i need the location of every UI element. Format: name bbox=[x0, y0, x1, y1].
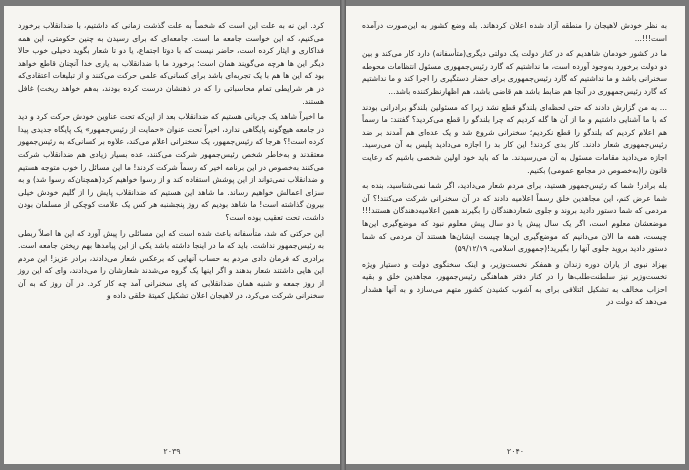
right-page bbox=[346, 6, 685, 464]
paragraph: کرد. این نه به علت این است که شخصاً به علت گذشت زمانی که داشتیم، با ضدانقلاب برخورد می‌کنیم، که این خواست جامعه ما است. جامعه‌ای که برای رسیدن به چنین حکومتی، این همه فداکاری و ایثار کرده است، حاضر نیست که با دوتا اجتماع، یا دو تا شعار بگوید دخیلی خوب حالا دیگر این ها هرچه می‌گویند همان است؛ برخورد ما با ضدانقلاب به یاری خدا آنچنان قاطع خواهد بود که این ها هم با یک تجربه‌ای باشد برای کسانی‌که علمی حرکت می‌کنند و از تبلیغات اعتقادی‌که در هر شرایطی تمام محاسباتی را که در ذهنشان درست کرده بودند، به‌هم خواهد ریخت) غافل هستند. bbox=[18, 21, 324, 106]
left-page bbox=[4, 6, 340, 464]
paragraph: ما اخیراً شاهد یک جریانی هستیم که ضدانقلاب بعد از این‌که تحت عناوین خودش حرکت کرد و دید در جامعه هیچ‌گونه پایگاهی ندارد، اخیراً تحت عنوان «حمایت از رئیس‌جمهور» یک پایگاه جدیدی پیدا کرده است!؟ هرجا که رئیس‌جمهور، یک سخنرانی اعلام می‌کند، علاوه بر کسانی‌که به رئیس‌جمهور معتقدند و به‌خاطر شخص رئیس‌جمهور شرکت می‌کنند، عده بسیار زیادی هم ضدانقلاب شرکت می‌کنند به‌خصوص در این برنامه اخیر که رسماً شرکت کردند! ما این مسائل را خوب متوجه هستیم و ضدانقلاب نمی‌تواند از این پوشش استفاده کند و از رسوا خواهیم کرد(همچنان‌که رسوا شد) و به سزای اعمالش خواهیم رساند. ما شاهد این هستیم که ضدانقلاب پایش را از گلیم خودش خیلی بیرون گذاشته است! ما شاهد بودیم که روز پنجشنبه هر کس یک علامت کوچکی از مسلمان بودن داشت، تحت تعقیب بوده است؟ bbox=[18, 112, 324, 222]
left-page-text bbox=[18, 20, 324, 303]
paragraph: ... به من گزارش دادند که حتی لحظه‌ای بلندگو قطع نشد زیرا که مسئولین بلندگو برادرانی بودند که با ما آشنایی داشتیم و ما از آن ها گله کردیم که چرا بلندگو را قطع می‌کردید؟ گفتند: ما رسماً هم اعلام کردیم که بلندگو را قطع نکردیم؛ سخنرانی شروع شد و یک عده‌ای هم آمدند بر ضد رئیس‌جمهوری شعار دادند. کار بدی کردند! این کار بد را اجازه می‌دادید پلیس به آن می‌رسید. اجازه می‌دادید مقامات مسئول به آن می‌رسیدند. ما که باید خود اولین شخصی باشیم که رعایت قانون را(به‌خصوص در مجامع عمومی) بکنیم. bbox=[362, 102, 667, 175]
page-number: ۲۰۳۹ bbox=[163, 447, 181, 456]
paragraph: این حرکتی که شد، متأسفانه باعث شده است که این مسائلی را پیش آورد که این ها اصلاً ربطی به رئیس‌جمهور نداشت. باید که ما در اینجا داشته باشد یکی از این پیامدها بهم ریختن جامعه است. برادری که فرمان دادی مردم به حساب آنهایی که برعکس شعار می‌دادند، برادر عزیز! این مردم این هایی داشتند شعار بدهند و اگر اینها یک گروه می‌شدند شعارشان را می‌دادند، وای که این روز از روز جمعه و شنبه همان ضدانقلابی که پای سخنرانی آمد چه کار کرد. در آن روز که به آن سخنرانی شرکت می‌کرد، در لاهیجان اعلان تشکیل کمیتهٔ خلقی داده و bbox=[18, 228, 324, 301]
right-page-text bbox=[362, 20, 667, 309]
paragraph: به نظر خودش لاهیجان را منطقه آزاد شده اعلان کردهاند. بله وضع کشور به این‌صورت درآمده است!!!... bbox=[362, 21, 667, 43]
page-number: ۲۰۴۰ bbox=[506, 447, 525, 456]
paragraph: بله برادر! شما که رئیس‌جمهور هستید، برای مردم شعار می‌دادید، اگر شما نمی‌شناسید، بنده به شما عرض کنم، این مجاهدین خلق رسماً اعلامیه دادند که در آن سخنرانی شرکت می‌کنند!؟ آن مردمی که شما دستور دادید بروند و جلوی شعاردهندگان را بگیرند همین اعلامیه‌دهندگان هستند!!! موضعشان معلوم است، اگر یک سال پیش یا دو سال پیش معلوم نبود که موضع‌گیری این‌ها چیست، همه ما الان می‌دانیم که موضع‌گیری این‌ها چیست ایشان‌ها هستند آن مردمی که شما دستور دادید بروید جلوی آنها را بگیرید!(جمهوری اسلامی، ۵۹/۱۲/۱۹) bbox=[362, 181, 667, 254]
paragraph: ما در کشور خودمان شاهدیم که در کنار دولت یک دولتی دیگری(متأسفانه) دارد کار می‌کند و بین دو دولت برخورد به‌وجود آورده است، ما نداشتیم که گارد رئیس‌جمهوری مسئول انتظامات محوطه سخنرانی باشد و ما نداشتیم که گارد رئیس‌جمهوری برای حضار دستگیری را اجرا کند و ما نداشتیم که گارد رئیس‌جمهوری در آنجا هم ضابط باشد هم قاضی باشد، هم اظهارنظرکننده باشد... bbox=[362, 49, 667, 96]
paragraph: بهزاد نبوی از یاران دوره زندان و همفکر نخست‌وزیر، و اینک سخنگوی دولت و دستیار ویژه نخست‌وزیر نیز سلطنت‌طلب‌ها را در کنار دفتر هماهنگی رئیس‌جمهور، مجاهدین خلق و بقیه احزاب مخالف به تشکیل ائتلافی برای به آشوب کشیدن کشور متهم می‌سازد و به آنها هشدار می‌دهد که دولت در bbox=[362, 259, 667, 307]
